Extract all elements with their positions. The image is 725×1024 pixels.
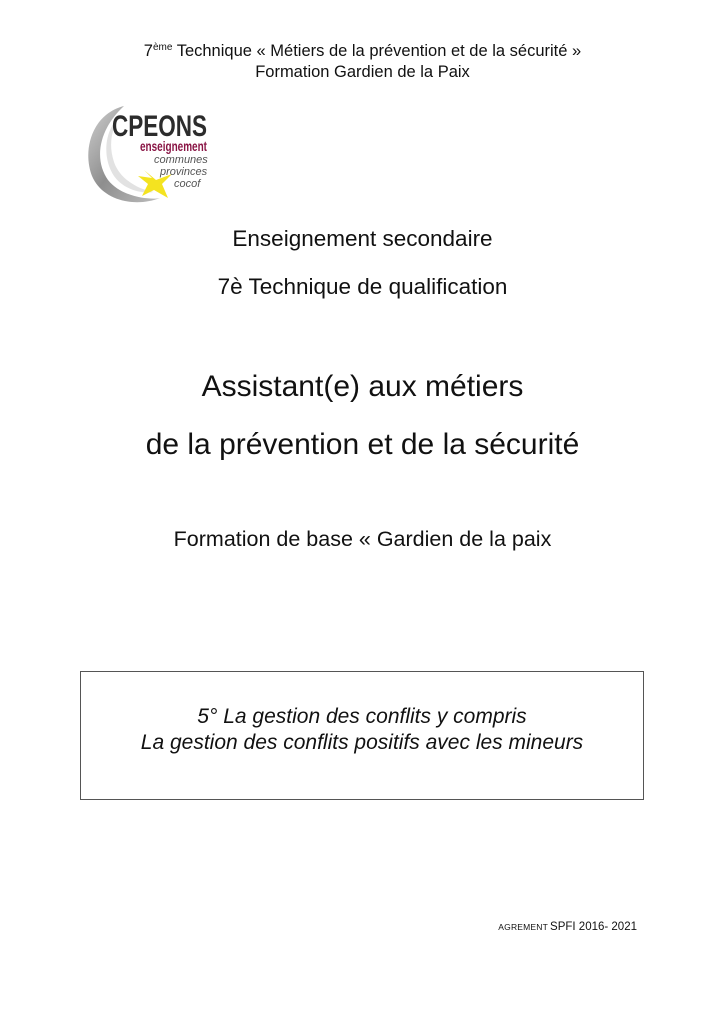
logo-word-3: cocof <box>174 178 201 190</box>
subtitle-line-1: Enseignement secondaire <box>232 226 493 251</box>
module-title-line-2: La gestion des conflits positifs avec les mineurs <box>140 731 584 754</box>
agrement-label: AGREMENT <box>498 922 549 932</box>
logo-name: CPEONS <box>112 110 207 143</box>
header-line-1 <box>0 41 725 62</box>
module-box <box>80 671 644 800</box>
header-grade-suffix: ème <box>152 42 173 53</box>
header-program: Technique « Métiers de la prévention et de la sécurité » <box>172 42 582 60</box>
page-title-line-1: Assistant(e) aux métiers <box>201 370 524 403</box>
formation-label: Formation de base « Gardien de la paix <box>173 527 552 551</box>
module-title <box>81 704 643 756</box>
page-title-line-2: de la prévention et de la sécurité <box>145 428 580 461</box>
agrement-value: SPFI 2016- 2021 <box>550 921 637 933</box>
subtitle-line-2: 7è Technique de qualification <box>217 274 508 299</box>
logo-word-1: communes <box>154 154 208 166</box>
agrement-footer <box>498 921 637 933</box>
header-grade: 7 <box>143 42 153 60</box>
module-title-line-1: 5° La gestion des conflits y compris <box>197 705 527 728</box>
logo-sub: enseignement <box>140 139 208 154</box>
header-line-2: Formation Gardien de la Paix <box>255 63 470 81</box>
cpeons-logo <box>82 100 212 208</box>
header <box>0 41 725 83</box>
logo-word-2: provinces <box>160 166 208 178</box>
